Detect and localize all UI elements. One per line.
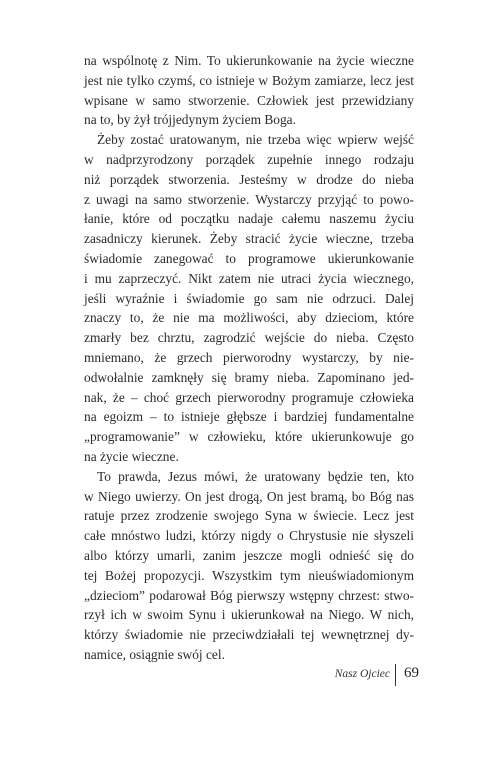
text-line: rzył ich w swoim Synu i ukierunkował na Niego. W nich, — [84, 607, 414, 623]
text-line: jest nie tylko czymś, co istnieje w Bożym zamiarze, lecz jest — [84, 72, 414, 88]
footer-divider — [395, 664, 396, 686]
text-line: mniemano, że grzech pierworodny wystarczy, by nie- — [84, 349, 414, 365]
text-line: znaczy to, że nie ma możliwości, aby dzieciom, które — [84, 310, 414, 326]
text-line: odwołalnie zamknęły się bramy nieba. Zapominano jed- — [84, 369, 414, 385]
text-line: ratuje przez zrodzenie swojego Syna w świecie. Lecz jest — [84, 508, 414, 524]
text-line: z uwagi na samo stworzenie. Wystarczy przyjąć to powo- — [84, 191, 414, 207]
text-line: na życie wieczne. — [84, 448, 179, 464]
text-line: nak, że – choć grzech pierworodny programuje człowieka — [84, 389, 414, 405]
text-line: łanie, które od początku nadaje całemu naszemu życiu — [84, 211, 414, 227]
running-title: Nasz Ojciec — [334, 668, 390, 680]
text-line: całe mnóstwo ludzi, którzy nigdy o Chrystusie nie słyszeli — [84, 528, 414, 544]
text-line: wpisane w samo stworzenie. Człowiek jest przewidziany — [84, 92, 414, 108]
text-line: zasadniczy kierunek. Żeby stracić życie wieczne, trzeba — [84, 231, 414, 247]
text-line: na egoizm – to istnieje głębsze i bardziej fundamentalne — [84, 409, 414, 425]
paragraph-3 — [84, 467, 414, 665]
text-line: „programowanie” w człowieku, które ukierunkowuje go — [84, 429, 414, 445]
text-line: którzy świadomie nie przeciwdziałali tej wewnętrznej dy- — [84, 627, 414, 643]
text-line: na wspólnotę z Nim. To ukierunkowanie na życie wieczne — [84, 53, 414, 68]
text-line: w Niego uwierzy. On jest drogą, On jest bramą, bo Bóg nas — [84, 488, 414, 504]
text-line: namice, osiągnie swój cel. — [84, 646, 225, 662]
page-number: 69 — [404, 665, 419, 681]
text-line: Żeby zostać uratowanym, nie trzeba więc wpierw wejść — [97, 132, 414, 148]
text-line: i mu zaprzeczyć. Nikt zatem nie utraci życia wiecznego, — [84, 270, 414, 286]
text-line: To prawda, Jezus mówi, że uratowany będzie ten, kto — [97, 468, 414, 484]
page-footer — [0, 664, 480, 688]
body-text — [84, 51, 414, 665]
text-line: w nadprzyrodzony porządek zupełnie innego rodzaju — [84, 151, 414, 167]
paragraph-2 — [84, 130, 414, 467]
text-line: świadomie zanegować to programowe ukierunkowanie — [84, 250, 414, 266]
text-line: „dzieciom” podarował Bóg pierwszy wstępny chrzest: stwo- — [84, 587, 414, 603]
paragraph-1 — [84, 51, 414, 130]
text-line: tej Bożej propozycji. Wszystkim tym nieuświadomionym — [84, 567, 414, 583]
text-line: zmarły bez chrztu, zagrodzić wejście do nieba. Często — [84, 330, 414, 346]
text-line: na to, by żył trójjedynym życiem Boga. — [84, 112, 296, 128]
text-line: niż porządek stworzenia. Jesteśmy w drodze do nieba — [84, 171, 414, 187]
text-line: jeśli wyraźnie i świadomie go sam nie odrzuci. Dalej — [84, 290, 414, 306]
text-line: albo którzy umarli, zanim jeszcze mogli odnieść się do — [84, 547, 414, 563]
